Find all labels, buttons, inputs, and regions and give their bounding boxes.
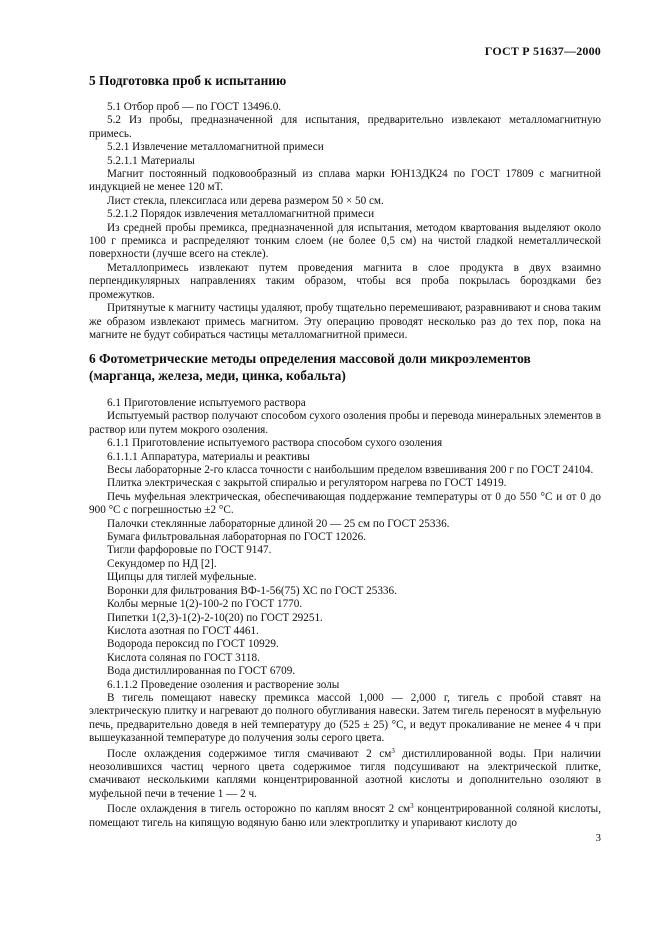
paragraph: 5.2.1.1 Материалы bbox=[107, 154, 195, 167]
paragraph-ash-cooling: После охлаждения содержимое тигля смачивают 2 $см^3$ дистиллированной воды. При наличии неозолившихся частиц черного цвета содержимое тигля подсушивают на электрической плитке, смачивают несколькими каплями концентрированной азотной кислоты и дополнительно озоляют в муфельной печи в течение 1 — 2 ч. bbox=[89, 746, 601, 800]
section-5-body bbox=[89, 101, 601, 342]
paragraph: Притянутые к магниту частицы удаляют, пробу тщательно перемешивают, разравнивают и снова таким же образом извлекают примесь магнитом. Эту операцию проводят несколько раз до тех пор, пока на магните не будут собираться частицы металломагнитной примеси. bbox=[89, 302, 601, 341]
section-5-title: 5 Подготовка проб к испытанию bbox=[89, 73, 287, 88]
page-number: 3 bbox=[595, 832, 601, 844]
paragraph: Водорода пероксид по ГОСТ 10929. bbox=[107, 638, 279, 651]
paragraph: 5.2.1.2 Порядок извлечения металломагнитной примеси bbox=[107, 208, 375, 221]
superscript: 3 bbox=[410, 802, 414, 811]
section-6-title-line-2: (марганца, железа, меди, цинка, кобальта) bbox=[89, 368, 346, 383]
paragraph: В тигель помещают навеску премикса массой 1,000 — 2,000 г, тигель с пробой ставят на электрическую плитку и нагревают до полного обугливания навески. Затем тигель переносят в муфельную печь, предварительно доведя в ней температуру до (525 ± 25) °С, и ведут прокаливание не менее 4 ч при вышеуказанной температуре до получения золы серого цвета. bbox=[89, 691, 601, 745]
paragraph: Лист стекла, плексигласа или дерева размером 50 × 50 см. bbox=[107, 194, 384, 207]
paragraph: 5.2.1 Извлечение металломагнитной примеси bbox=[107, 141, 324, 154]
paragraph: Бумага фильтровальная лабораторная по ГОСТ 12026. bbox=[107, 531, 366, 544]
paragraph: Пипетки 1(2,3)-1(2)-2-10(20) по ГОСТ 29251. bbox=[107, 611, 323, 624]
paragraph: Щипцы для тиглей муфельные. bbox=[107, 571, 257, 584]
paragraph: Печь муфельная электрическая, обеспечивающая поддержание температуры от 0 до 550 °С и от 0 до 900 °С с погрешностью ±2 °С. bbox=[89, 490, 601, 517]
paragraph: Плитка электрическая с закрытой спиралью и регулятором нагрева по ГОСТ 14919. bbox=[107, 477, 507, 490]
paragraph: Весы лабораторные 2-го класса точности с наибольшим пределом взвешивания 200 г по ГОСТ 24104. bbox=[107, 464, 594, 477]
paragraph: 6.1.1 Приготовление испытуемого раствора способом сухого озоления bbox=[107, 437, 443, 450]
paragraph: Металлопримесь извлекают путем проведения магнита в слое продукта в двух взаимно перпендикулярных направлениях таким образом, чтобы вся проба покрылась бороздками без промежутков. bbox=[89, 261, 601, 301]
paragraph: Секундомер по НД [2]. bbox=[107, 557, 217, 570]
paragraph: Воронки для фильтрования ВФ-1-56(75) ХС по ГОСТ 25336. bbox=[107, 584, 397, 597]
paragraph: Магнит постоянный подковообразный из сплава марки ЮН13ДК24 по ГОСТ 17809 с магнитной индукцией не менее 120 мТ. bbox=[89, 168, 601, 194]
section-6-title-line-1: 6 Фотометрические методы определения массовой доли микроэлементов bbox=[89, 351, 531, 366]
paragraph: Из средней пробы премикса, предназначенной для испытания, методом квартования выделяют около 100 г премикса и распределяют тонким слоем (не более 0,5 см) на чистой гладкой неметаллической поверхности (лучше всего на стекле). bbox=[89, 221, 601, 261]
paragraph: 6.1.1.1 Аппаратура, материалы и реактивы bbox=[107, 450, 310, 463]
paragraph: 5.1 Отбор проб — по ГОСТ 13496.0. bbox=[107, 101, 282, 113]
paragraph: 5.2 Из пробы, предназначенной для испытания, предварительно извлекают металломагнитную примесь. bbox=[89, 114, 601, 140]
paragraph: 6.1 Приготовление испытуемого раствора bbox=[107, 397, 306, 409]
paragraph: Вода дистиллированная по ГОСТ 6709. bbox=[107, 665, 296, 678]
page-header: ГОСТ Р 51637—2000 bbox=[484, 44, 601, 58]
paragraph: Кислота азотная по ГОСТ 4461. bbox=[107, 624, 259, 637]
paragraph: Испытуемый раствор получают способом сухого озоления пробы и перевода минеральных элементов в раствор или путем мокрого озоления. bbox=[89, 410, 601, 436]
section-6-body bbox=[89, 397, 601, 830]
paragraph: Кислота соляная по ГОСТ 3118. bbox=[107, 651, 260, 664]
paragraph: Колбы мерные 1(2)-100-2 по ГОСТ 1770. bbox=[107, 598, 303, 611]
paragraph: Тигли фарфоровые по ГОСТ 9147. bbox=[107, 544, 272, 557]
superscript: 3 bbox=[391, 746, 395, 755]
paragraph: Палочки стеклянные лабораторные длиной 20 — 25 см по ГОСТ 25336. bbox=[107, 517, 450, 530]
paragraph-hcl: После охлаждения в тигель осторожно по каплям вносят 2 $см^3$ концентрированной соляной кислоты, помещают тигель на кипящую водяную баню или электроплитку и упаривают кислоту до bbox=[89, 802, 601, 829]
paragraph: 6.1.1.2 Проведение озоления и растворение золы bbox=[107, 678, 340, 691]
section-6-title bbox=[89, 350, 603, 384]
